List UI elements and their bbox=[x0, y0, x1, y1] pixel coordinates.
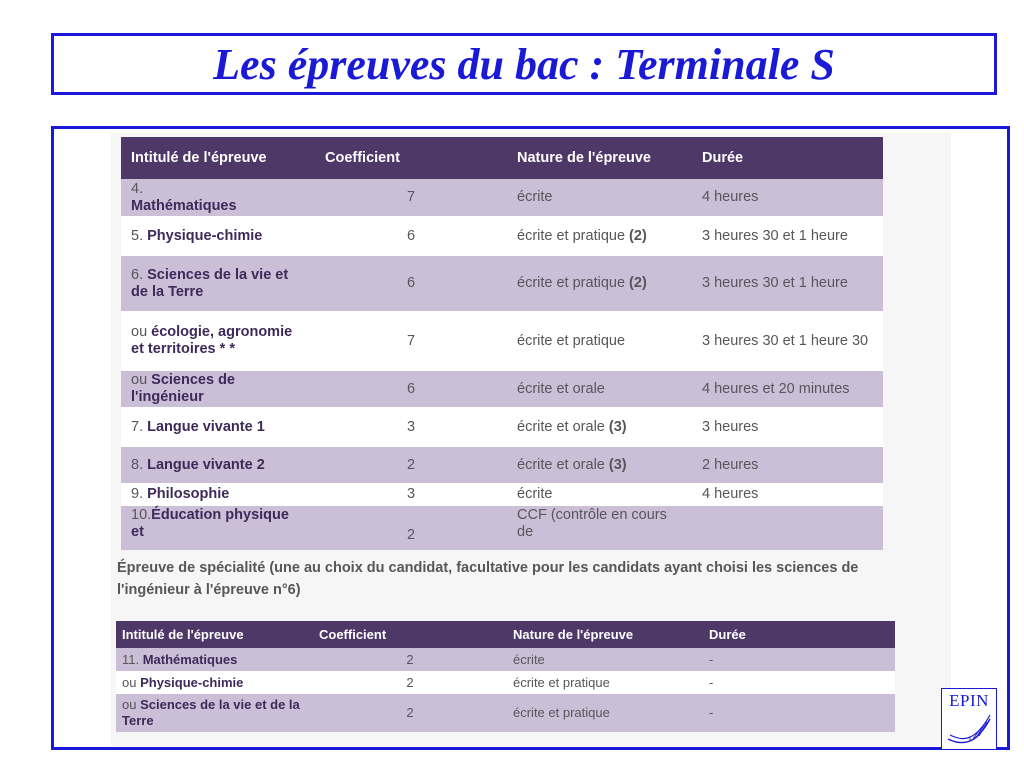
table-row bbox=[121, 505, 883, 550]
header-duree: Durée bbox=[692, 137, 883, 179]
cell-nature: écrite bbox=[507, 179, 692, 217]
header-nature: Nature de l'épreuve bbox=[507, 137, 692, 179]
content-frame bbox=[51, 126, 1010, 750]
cell-nature: écrite bbox=[507, 648, 703, 671]
cell-intitule: ou Physique-chimie bbox=[116, 671, 313, 694]
cell-nature: écrite et pratique (2) bbox=[507, 255, 692, 312]
page-title: Les épreuves du bac : Terminale S bbox=[213, 39, 835, 89]
cell-duree: 3 heures 30 et 1 heure bbox=[692, 255, 883, 312]
cell-nature: écrite bbox=[507, 484, 692, 505]
header-intitule: Intitulé de l'épreuve bbox=[121, 137, 315, 179]
table-row bbox=[116, 648, 895, 671]
cell-nature: écrite et orale (3) bbox=[507, 408, 692, 446]
cell-duree: 2 heures bbox=[692, 446, 883, 484]
cell-nature: écrite et pratique bbox=[507, 671, 703, 694]
table-header-row bbox=[116, 621, 895, 648]
cell-coefficient: 3 bbox=[315, 484, 507, 505]
cell-duree: 4 heures bbox=[692, 484, 883, 505]
table-row bbox=[121, 484, 883, 505]
header-intitule: Intitulé de l'épreuve bbox=[116, 621, 313, 648]
cell-nature: écrite et pratique bbox=[507, 694, 703, 732]
cell-coefficient: 2 bbox=[315, 505, 507, 550]
cell-duree: 4 heures bbox=[692, 179, 883, 217]
epreuves-table bbox=[121, 137, 883, 550]
cell-intitule: 11. Mathématiques bbox=[116, 648, 313, 671]
cell-coefficient: 6 bbox=[315, 370, 507, 408]
cell-intitule: 7. Langue vivante 1 bbox=[121, 408, 315, 446]
cell-intitule: 10.Éducation physique et bbox=[121, 505, 315, 550]
embedded-screenshot bbox=[111, 133, 951, 746]
cell-intitule: 8. Langue vivante 2 bbox=[121, 446, 315, 484]
book-pages-icon bbox=[946, 711, 994, 747]
cell-duree bbox=[692, 505, 883, 550]
specialite-table bbox=[116, 621, 895, 732]
cell-duree: - bbox=[703, 648, 895, 671]
cell-duree: - bbox=[703, 694, 895, 732]
table-row bbox=[121, 179, 883, 217]
table-row bbox=[121, 446, 883, 484]
cell-coefficient: 7 bbox=[315, 312, 507, 370]
table-row bbox=[121, 312, 883, 370]
cell-coefficient: 2 bbox=[313, 671, 507, 694]
table-row bbox=[116, 671, 895, 694]
cell-nature: écrite et pratique (2) bbox=[507, 217, 692, 255]
cell-coefficient: 2 bbox=[315, 446, 507, 484]
cell-duree: 3 heures 30 et 1 heure 30 bbox=[692, 312, 883, 370]
cell-coefficient: 2 bbox=[313, 648, 507, 671]
cell-coefficient: 6 bbox=[315, 217, 507, 255]
cell-coefficient: 6 bbox=[315, 255, 507, 312]
table-row bbox=[121, 217, 883, 255]
cell-intitule: 4. Mathématiques bbox=[121, 179, 315, 217]
cell-coefficient: 7 bbox=[315, 179, 507, 217]
cell-intitule: 6. Sciences de la vie et de la Terre bbox=[121, 255, 315, 312]
table-row bbox=[121, 408, 883, 446]
title-box bbox=[51, 33, 997, 95]
cell-intitule: 5. Physique-chimie bbox=[121, 217, 315, 255]
cell-nature: CCF (contrôle en cours de bbox=[507, 505, 692, 550]
table-row bbox=[121, 255, 883, 312]
main-table-clip bbox=[111, 133, 951, 550]
cell-intitule: 9. Philosophie bbox=[121, 484, 315, 505]
cell-nature: écrite et orale bbox=[507, 370, 692, 408]
cell-nature: écrite et pratique bbox=[507, 312, 692, 370]
cell-intitule: ou Sciences de la vie et de la Terre bbox=[116, 694, 313, 732]
table-header-row bbox=[121, 137, 883, 179]
cell-duree: 3 heures bbox=[692, 408, 883, 446]
header-coefficient: Coefficient bbox=[315, 137, 507, 179]
specialite-note: Épreuve de spécialité (une au choix du candidat, facultative pour les candidats ayant choisi les sciences de l'ingénieur à l'épreuve n°6) bbox=[117, 560, 859, 598]
cell-intitule: ou Sciences de l'ingénieur bbox=[121, 370, 315, 408]
table-row bbox=[116, 694, 895, 732]
cell-duree: 4 heures et 20 minutes bbox=[692, 370, 883, 408]
cell-intitule: ou écologie, agronomie et territoires * * bbox=[121, 312, 315, 370]
cell-duree: 3 heures 30 et 1 heure bbox=[692, 217, 883, 255]
cell-coefficient: 2 bbox=[313, 694, 507, 732]
cell-duree: - bbox=[703, 671, 895, 694]
header-duree: Durée bbox=[703, 621, 895, 648]
table-row bbox=[121, 370, 883, 408]
logo-text: EPIN bbox=[949, 691, 989, 710]
cell-nature: écrite et orale (3) bbox=[507, 446, 692, 484]
header-nature: Nature de l'épreuve bbox=[507, 621, 703, 648]
header-coefficient: Coefficient bbox=[313, 621, 507, 648]
cell-coefficient: 3 bbox=[315, 408, 507, 446]
epin-logo bbox=[941, 688, 997, 750]
